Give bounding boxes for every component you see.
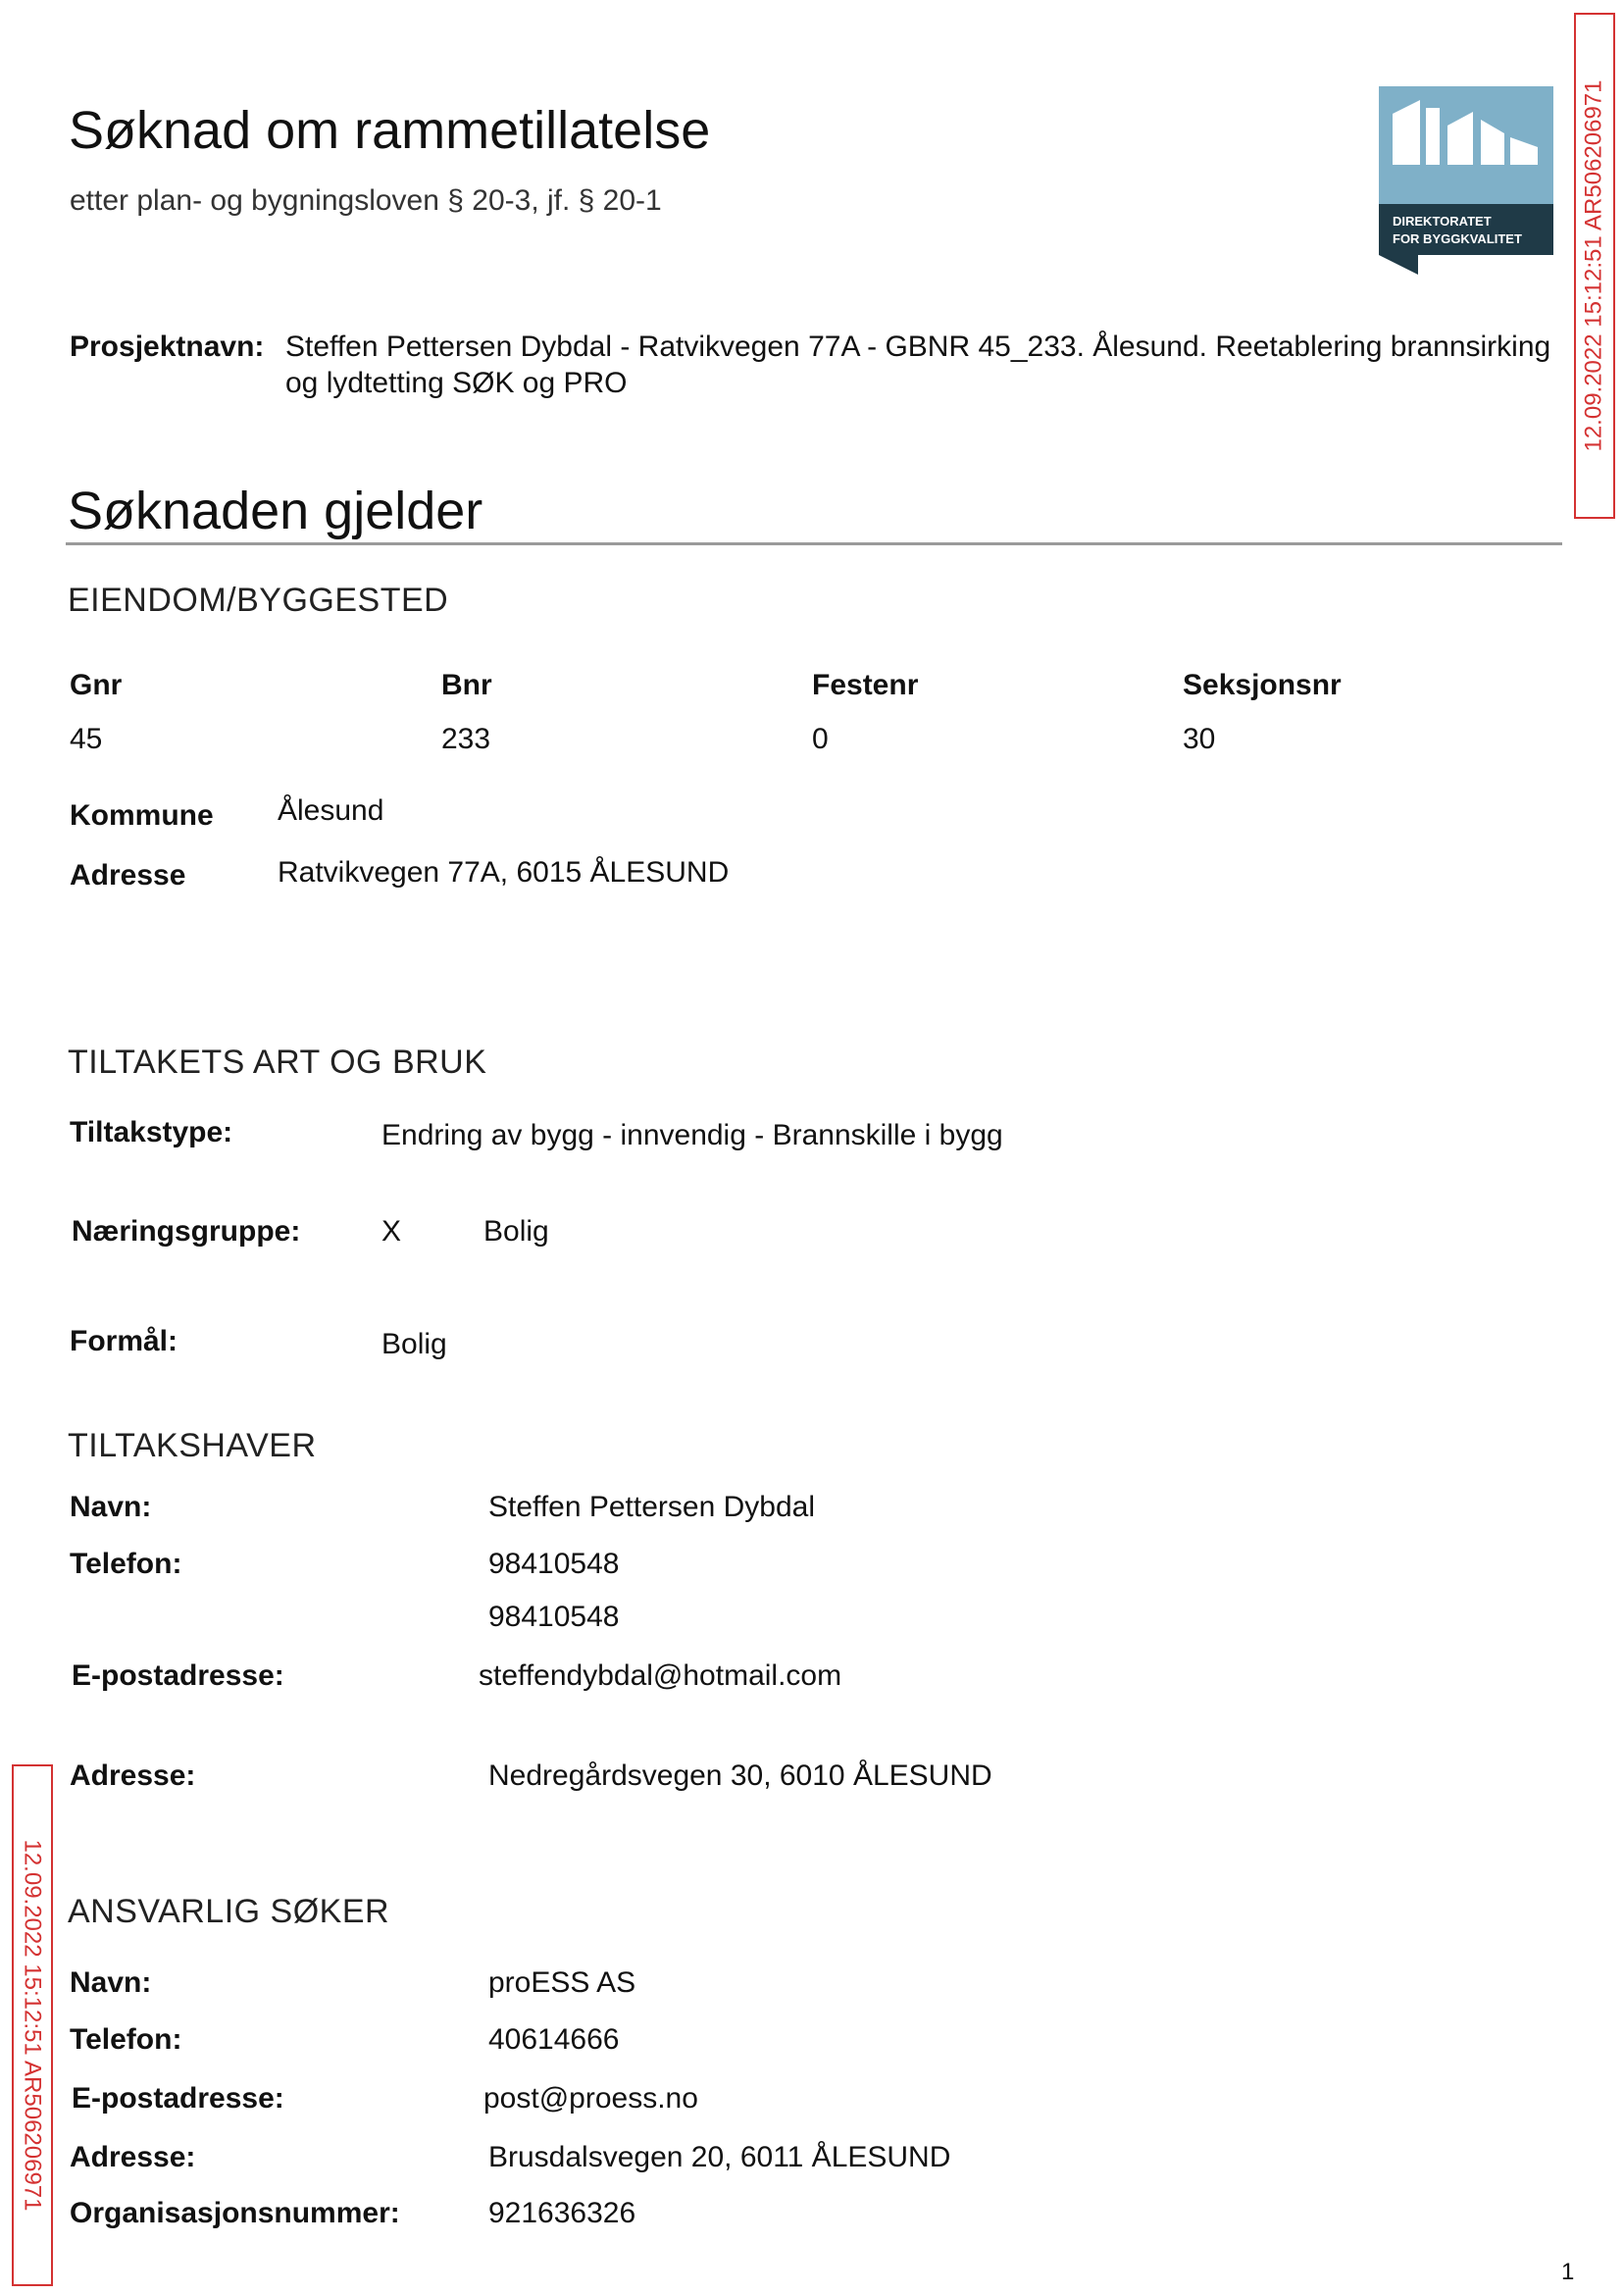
date-stamp-bottom-text: 12.09.2022 15:12:51 AR506206971 <box>20 1839 46 2212</box>
soker-telefon-label: Telefon: <box>70 2023 182 2056</box>
festenr-label: Festenr <box>812 669 919 701</box>
tiltakshaver-epost-value: steffendybdal@hotmail.com <box>479 1659 842 1692</box>
adresse-label: Adresse <box>70 859 186 892</box>
tiltakshaver-telefon-value1: 98410548 <box>488 1548 620 1580</box>
section-title: Søknaden gjelder <box>68 482 483 540</box>
dibk-logo-icon <box>1379 86 1553 275</box>
soker-epost-label: E-postadresse: <box>72 2082 284 2115</box>
bnr-value: 233 <box>441 723 491 755</box>
soker-navn-label: Navn: <box>70 1966 152 1999</box>
kommune-label: Kommune <box>70 799 214 832</box>
soker-orgnr-label: Organisasjonsnummer: <box>70 2197 400 2229</box>
date-stamp-top <box>1574 13 1615 519</box>
page-title: Søknad om rammetillatelse <box>69 101 711 160</box>
date-stamp-bottom <box>12 1764 53 2286</box>
naeringsgruppe-mark: X <box>381 1215 402 1248</box>
adresse-value: Ratvikvegen 77A, 6015 ÅLESUND <box>278 856 730 889</box>
tiltakshaver-epost-label: E-postadresse: <box>72 1659 284 1692</box>
formal-value: Bolig <box>381 1328 447 1360</box>
project-label: Prosjektnavn: <box>70 331 265 363</box>
soker-adresse-value: Brusdalsvegen 20, 6011 ÅLESUND <box>488 2141 951 2173</box>
logo-text-line2: FOR BYGGKVALITET <box>1393 231 1522 246</box>
tiltakshaver-telefon-value2: 98410548 <box>488 1601 620 1633</box>
tiltakshaver-adresse-value: Nedregårdsvegen 30, 6010 ÅLESUND <box>488 1759 992 1792</box>
festenr-value: 0 <box>812 723 829 755</box>
bnr-label: Bnr <box>441 669 492 701</box>
tiltakshaver-navn-label: Navn: <box>70 1491 152 1523</box>
soker-navn-value: proESS AS <box>488 1966 636 1999</box>
seksjonsnr-value: 30 <box>1183 723 1216 755</box>
soker-epost-value: post@proess.no <box>483 2082 698 2115</box>
tiltak-heading: TILTAKETS ART OG BRUK <box>68 1044 487 1081</box>
tiltakshaver-telefon-label: Telefon: <box>70 1548 182 1580</box>
section-divider <box>66 542 1562 545</box>
project-value-line2: og lydtetting SØK og PRO <box>285 367 628 399</box>
page-number: 1 <box>1561 2259 1575 2285</box>
tiltakshaver-adresse-label: Adresse: <box>70 1759 196 1792</box>
soker-heading: ANSVARLIG SØKER <box>68 1893 390 1930</box>
soker-adresse-label: Adresse: <box>70 2141 196 2173</box>
soker-orgnr-value: 921636326 <box>488 2197 636 2229</box>
logo-text-line1: DIREKTORATET <box>1393 214 1492 229</box>
date-stamp-top-text: 12.09.2022 15:12:51 AR506206971 <box>1581 79 1607 452</box>
kommune-value: Ålesund <box>278 794 384 827</box>
dibk-logo <box>1379 86 1553 275</box>
tiltakshaver-navn-value: Steffen Pettersen Dybdal <box>488 1491 815 1523</box>
page-subtitle: etter plan- og bygningsloven § 20-3, jf. § 20-1 <box>70 184 662 217</box>
project-value-line1: Steffen Pettersen Dybdal - Ratvikvegen 77A - GBNR 45_233. Ålesund. Reetablering brannsirking <box>285 331 1551 363</box>
tiltakshaver-heading: TILTAKSHAVER <box>68 1427 317 1464</box>
property-heading: EIENDOM/BYGGESTED <box>68 582 449 619</box>
gnr-value: 45 <box>70 723 103 755</box>
gnr-label: Gnr <box>70 669 123 701</box>
naeringsgruppe-value: Bolig <box>483 1215 549 1248</box>
tiltakstype-label: Tiltakstype: <box>70 1116 233 1148</box>
seksjonsnr-label: Seksjonsnr <box>1183 669 1342 701</box>
tiltakstype-value: Endring av bygg - innvendig - Brannskille i bygg <box>381 1119 1003 1151</box>
naeringsgruppe-label: Næringsgruppe: <box>72 1215 301 1248</box>
soker-telefon-value: 40614666 <box>488 2023 620 2056</box>
formal-label: Formål: <box>70 1325 178 1357</box>
